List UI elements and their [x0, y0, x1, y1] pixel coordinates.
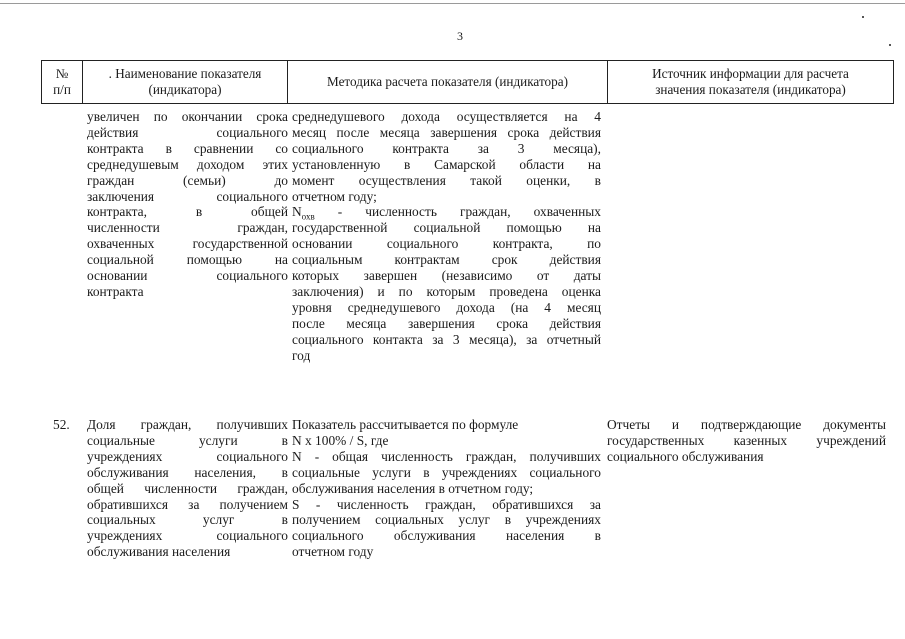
scan-speck: [889, 44, 891, 46]
scan-top-edge: [0, 3, 905, 4]
table-header: [41, 60, 894, 104]
page-number: 3: [457, 29, 463, 43]
header-method-col: Методика расчета показателя (индикатора): [288, 61, 608, 104]
row-52-name: Доля граждан, получивших социальные услуги в учреждениях социального обслуживания населения, в общей численности граждан, обратившихся за получением социальных услуг в учреждениях социального обслуживания населения: [87, 417, 288, 560]
row-52-number: 52.: [53, 417, 70, 432]
header-name-col: . Наименование показателя (индикатора): [83, 61, 288, 104]
header-number-col: № п/п: [42, 61, 83, 104]
scan-speck: [862, 16, 864, 18]
row-52-source: Отчеты и подтверждающие документы государственных казенных учреждений социального обслуживания: [607, 417, 886, 464]
header-source-col: Источник информации для расчета значения показателя (индикатора): [608, 61, 894, 104]
row-cont-name: увеличен по окончании срока действия социального контракта в сравнении со среднедушевым доходом этих граждан (семьи) до заключения социального контракта, в общей численности граждан, охваченных государственной социальной помощью на основании социального контракта: [87, 109, 288, 299]
row-cont-method: среднедушевого дохода осуществляется на 4 месяц после месяца завершения срока действия социального контракта за 3 месяца), установленную в Самарской области на момент осуществления такой оценки, в отчетном году; $N_{охв}$ - численность граждан, охваченных государственной социальной помощью на основании социального контракта, по социальным контрактам срок действия которых завершен (независимо от даты заключения) и по которым проведена оценка уровня среднедушевого дохода (на 4 месяц после месяца завершения срока действия социального контакта за 3 месяца), за отчетный год: [292, 109, 601, 363]
n-ohv-definition: $N_{охв}$ - численность граждан, охваченных: [292, 204, 601, 223]
row-52-method: Показатель рассчитывается по формуле N x 100% / S, где N - общая численность граждан, получивших социальные услуги в учреждениях социального обслуживания населения в отчетном году; S - численность граждан, обратившихся за получением социальных услуг в учреждениях социального обслуживания населения в отчетном году: [292, 417, 601, 560]
